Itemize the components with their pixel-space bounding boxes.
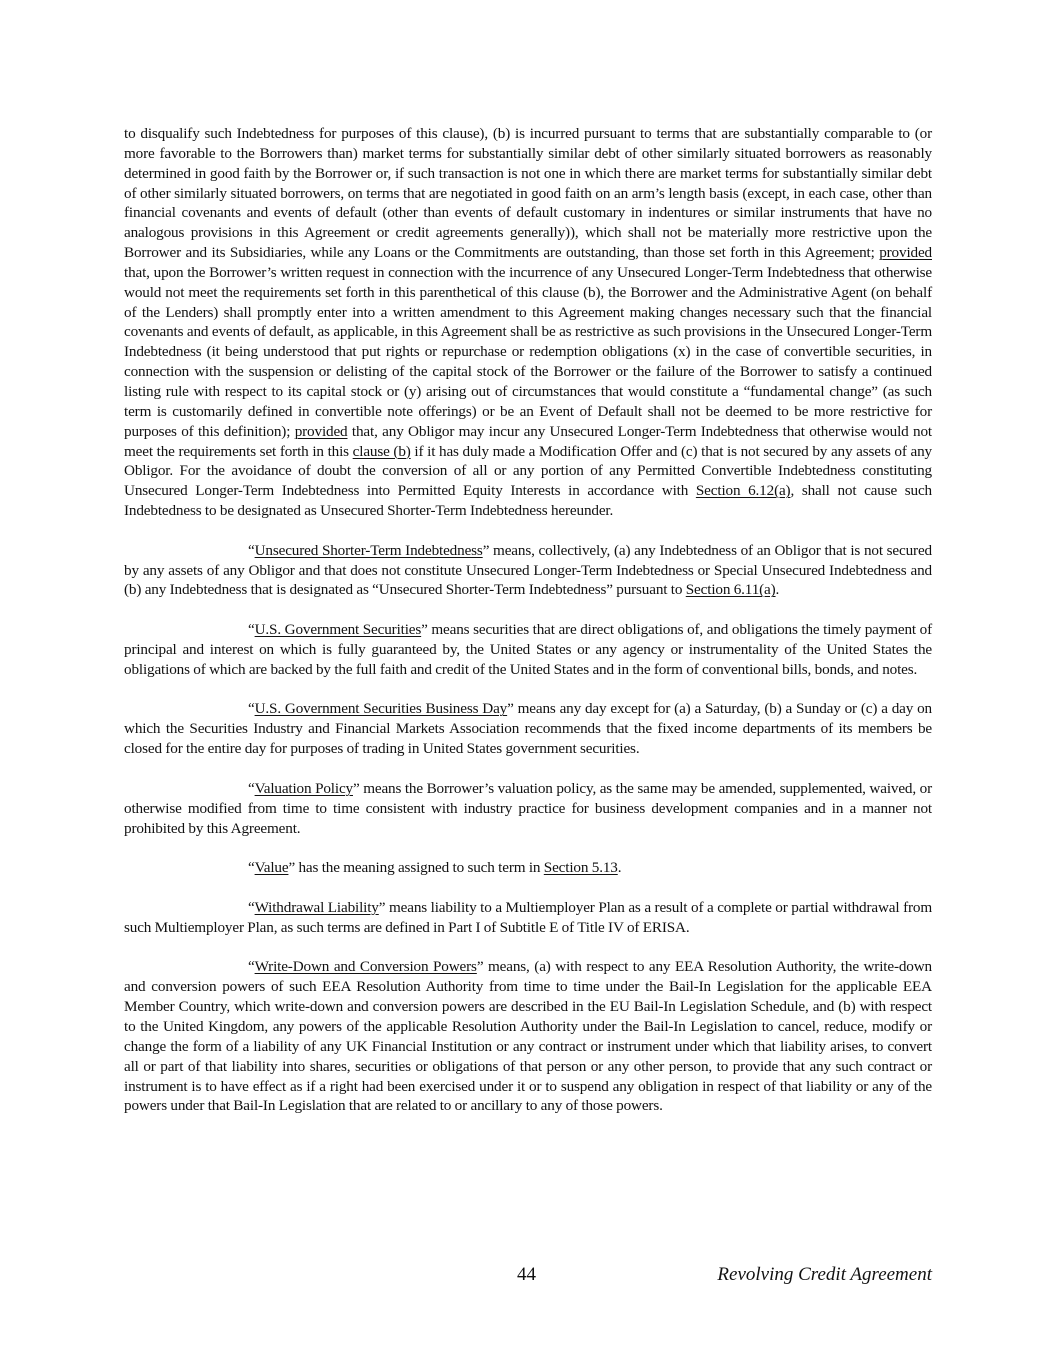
text-run: ” means the Borrower’s valuation policy, as the same may be amended, supplemented, waived, or otherwise modified from time to time consistent with industry practice for business development companies and in a manner not prohibited by this Agreement. (124, 779, 932, 837)
underlined-term: Section 6.11(a) (685, 581, 776, 599)
text-run: ” means, (a) with respect to any EEA Resolution Authority, the write-down and conversion powers of such EEA Resolution Authority from time to time under the Bail-In Legislation for the applicable EEA Member Country, which write-down and conversion powers are described in the EU Bail-In Legislation Schedule, and (b) with respect to the United Kingdom, any powers of the applicable Resolution Authority under the Bail-In Legislation to cancel, reduce, modify or change the form of a liability of any UK Financial Institution or any contract or instrument under which that liability arises, to convert all or part of that liability into shares, securities or obligations of that person or any other person, to provide that any such contract or instrument is to have effect as if a right had been exercised under it or to suspend any obligation in respect of that liability or any of the powers under that Bail-In Legislation that are related to or ancillary to any of those powers. (124, 958, 933, 1115)
definition-value (124, 858, 932, 878)
text-run: ” has the meaning assigned to such term in (288, 859, 544, 877)
underlined-term: Valuation Policy (254, 779, 353, 797)
underlined-term: clause (b) (352, 442, 411, 460)
underlined-term: provided (879, 244, 932, 262)
document-page (124, 124, 932, 1136)
page-footer (0, 1264, 1055, 1288)
definition-unsecured-shorter-term-indebtedness (124, 541, 932, 601)
definition-valuation-policy (124, 779, 932, 839)
text-run: ” means, collectively, (a) any Indebtedness of an Obligor that is not secured by any assets of any Obligor and that does not constitute Unsecured Longer-Term Indebtedness or Special Unsecured Indebtedness and (b) any Indebtedness that is designated as “Unsecured Shorter-Term Indebtedness” pursuant to (124, 541, 932, 599)
underlined-term: Value (254, 859, 289, 877)
page-number: 44 (517, 1264, 536, 1285)
paragraph-continuation (124, 124, 932, 521)
document-title: Revolving Credit Agreement (717, 1264, 932, 1285)
underlined-term: Unsecured Shorter-Term Indebtedness (254, 541, 483, 559)
text-run: “ (248, 621, 255, 639)
definition-withdrawal-liability (124, 898, 932, 938)
text-run: “ (248, 541, 255, 559)
text-run: if it has duly made a Modification Offer and (c) that is not secured by any assets of any Obligor. For the avoidance of doubt the conversion of all or any portion of any Permitted Convertible Indebtedness constituting Unsecured Longer-Term Indebtedness into Permitted Equity Interests in accordance with (124, 442, 932, 500)
text-run: . (617, 859, 622, 877)
text-run: that, upon the Borrower’s written request in connection with the incurrence of any Unsecured Longer-Term Indebtedness that otherwise would not meet the requirements set forth in this parenthetical of this clause (b), the Borrower and the Administrative Agent (on behalf of the Lenders) shall promptly enter into a written amendment to this Agreement making changes necessary such that the financial covenants and events of default, as applicable, in this Agreement shall be as restrictive as such provisions in the Unsecured Longer-Term Indebtedness (it being understood that put rights or repurchase or redemption obligations (x) in the case of convertible securities, in connection with the suspension or delisting of the capital stock of the Borrower or the failure of the Borrower to satisfy a continued listing rule with respect to its capital stock or (y) arising out of circumstances that would constitute a “fundamental change” (as such term is customarily defined in convertible note offerings) or be an Event of Default shall not be deemed to be more restrictive for purposes of this definition); (124, 263, 932, 440)
underlined-term: U.S. Government Securities (254, 621, 422, 639)
underlined-term: Write-Down and Conversion Powers (254, 958, 477, 976)
text-run: that, any Obligor may incur any Unsecured Longer-Term Indebtedness that otherwise would not meet the requirements set forth in this (124, 422, 932, 460)
underlined-term: Section 5.13 (543, 859, 618, 877)
underlined-term: Withdrawal Liability (254, 898, 379, 916)
text-run: ” means securities that are direct obligations of, and obligations the timely payment of principal and interest on which is fully guaranteed by, the United States or any agency or instrumentality of the United States the obligations of which are backed by the full faith and credit of the United States and in the form of conventional bills, bonds, and notes. (124, 621, 932, 678)
underlined-term: U.S. Government Securities Business Day (254, 700, 508, 718)
definition-write-down-and-conversion-powers (124, 957, 932, 1116)
underlined-term: provided (294, 422, 348, 440)
text-run: “ (248, 898, 255, 916)
underlined-term: Section 6.12(a) (695, 482, 791, 500)
text-run: ” means any day except for (a) a Saturday, (b) a Sunday or (c) a day on which the Securities Industry and Financial Markets Association recommends that the fixed income departments of its members be closed for the entire day for purposes of trading in United States government securities. (124, 700, 932, 758)
text-run: “ (248, 700, 255, 718)
text-run: “ (248, 779, 255, 797)
definition-us-government-securities (124, 620, 932, 680)
text-run: to disqualify such Indebtedness for purposes of this clause), (b) is incurred pursuant to terms that are substantially comparable to (or more favorable to the Borrowers than) market terms for substantially similar debt of other similarly situated borrowers as reasonably determined in good faith by the Borrower or, if such transaction is not one in which there are market terms for substantially similar debt of other similarly situated borrowers, on terms that are negotiated in good faith on an arm’s length basis (except, in each case, other than financial covenants and events of default (other than events of default customary in indentures or similar instruments that have no analogous provisions in this Agreement or credit agreements generally)), which shall not be materially more restrictive upon the Borrower and its Subsidiaries, while any Loans or the Commitments are outstanding, than those set forth in this Agreement; (124, 125, 932, 262)
text-run: . (775, 581, 780, 599)
definition-us-government-securities-business-day (124, 699, 932, 759)
text-run: , shall not cause such Indebtedness to be designated as Unsecured Shorter-Term Indebtedness hereunder. (124, 482, 932, 520)
text-run: “ (248, 958, 255, 976)
text-run: “ (248, 859, 255, 877)
text-run: ” means liability to a Multiemployer Plan as a result of a complete or partial withdrawal from such Multiemployer Plan, as such terms are defined in Part I of Subtitle E of Title IV of ERISA. (124, 898, 932, 936)
